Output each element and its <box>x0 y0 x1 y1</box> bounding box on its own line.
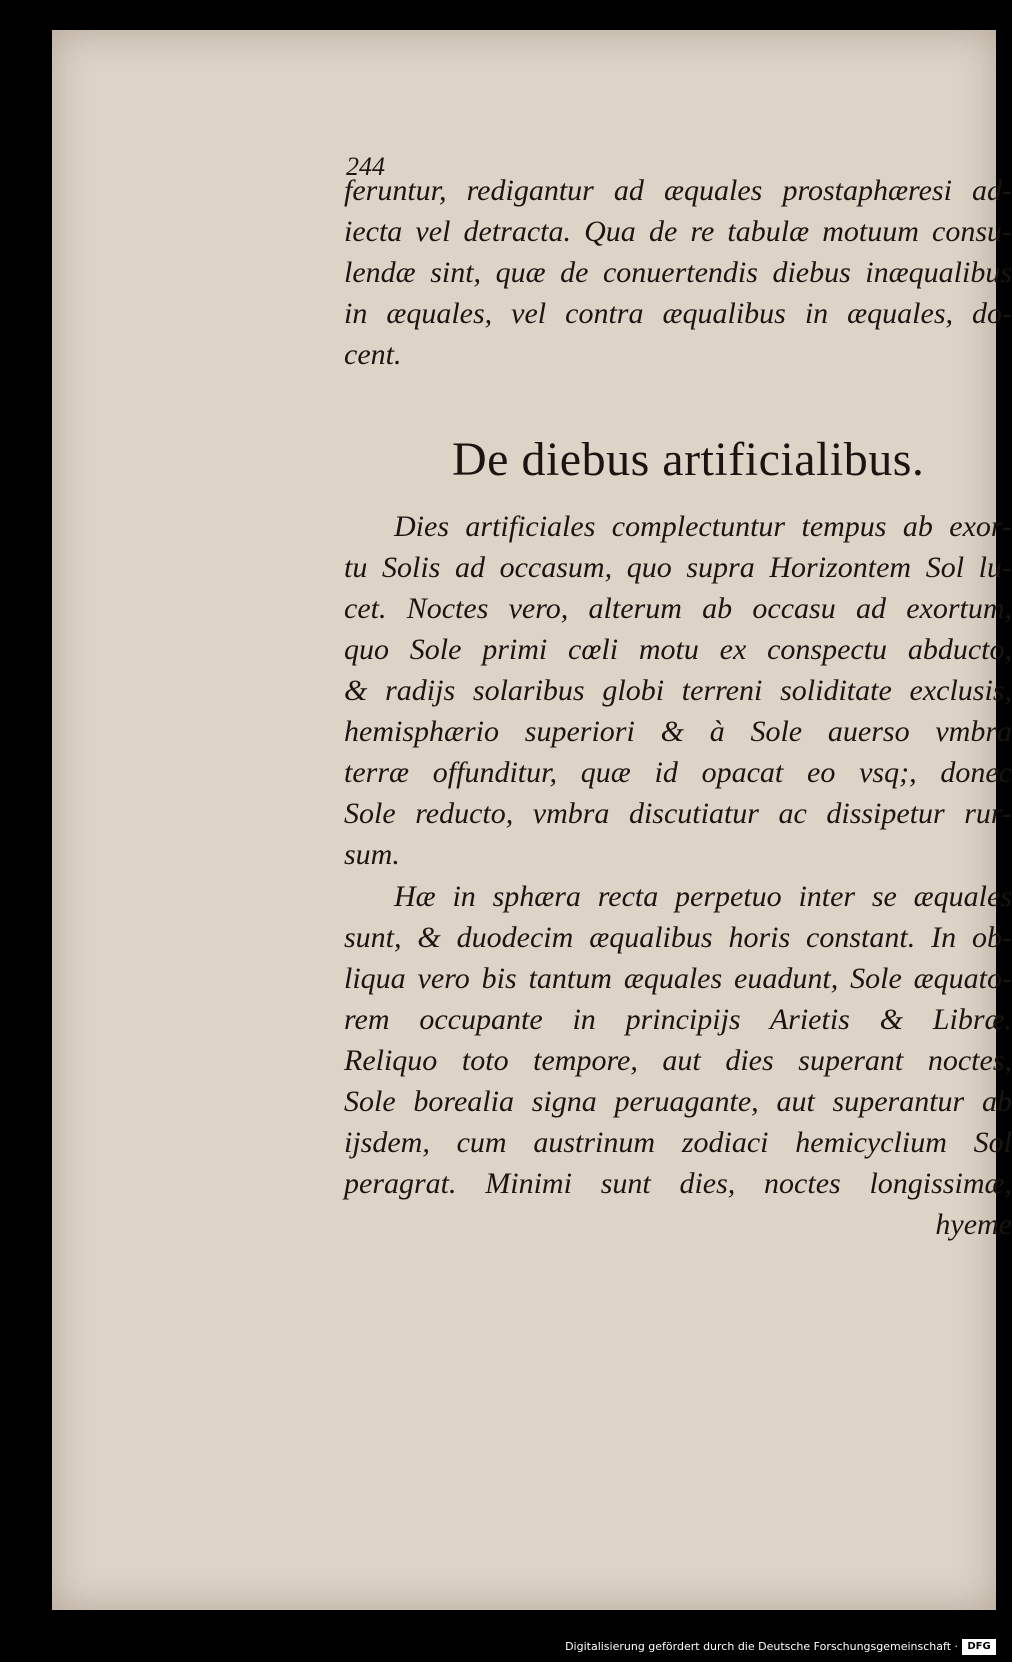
text-line: quo Sole primi cœli motu ex conspectu abducto, <box>344 633 1012 666</box>
paragraph-3 <box>344 876 1012 1245</box>
text-line: Hæ in sphæra recta perpetuo inter se æquales <box>394 880 1012 913</box>
text-line: rem occupante in principijs Arietis & Libræ. <box>344 1003 1012 1036</box>
text-line: liqua vero bis tantum æquales euadunt, Sole æquato- <box>344 962 1012 995</box>
text-line: Dies artificiales complectuntur tempus ab exor- <box>394 510 1012 543</box>
text-line: peragrat. Minimi sunt dies, noctes longissimæ, <box>344 1167 1012 1200</box>
text-line: in æquales, vel contra æqualibus in æquales, do- <box>344 297 1012 330</box>
text-line: cet. Noctes vero, alterum ab occasu ad exortum, <box>344 592 1012 625</box>
section-heading: De diebus artificialibus. <box>452 433 925 486</box>
text-line: Sole borealia signa peruagante, aut superantur ab <box>344 1085 1012 1118</box>
text-line: terræ offunditur, quæ id opacat eo vsq;, donec <box>344 756 1012 789</box>
text-line: feruntur, redigantur ad æquales prostaphæresi ad- <box>344 174 1012 207</box>
paragraph-1 <box>344 170 1012 375</box>
text-line: Reliquo toto tempore, aut dies superant noctes, <box>344 1044 1012 1077</box>
text-line: cent. <box>344 338 402 371</box>
text-line: lendæ sint, quæ de conuertendis diebus inæqualibus <box>344 256 1012 289</box>
text-line: hemisphærio superiori & à Sole auerso vmbra <box>344 715 1012 748</box>
text-line: iecta vel detracta. Qua de re tabulæ motuum consu- <box>344 215 1012 248</box>
text-line: tu Solis ad occasum, quo supra Horizontem Sol lu- <box>344 551 1012 584</box>
text-line: sum. <box>344 838 400 871</box>
text-line: ijsdem, cum austrinum zodiaci hemicyclium Sol <box>344 1126 1012 1159</box>
book-page <box>52 30 1012 1610</box>
paragraph-2 <box>344 506 1012 875</box>
footer-bar <box>0 1636 1000 1662</box>
text-line: sunt, & duodecim æqualibus horis constant. In ob- <box>344 921 1012 954</box>
dfg-logo-icon: DFG <box>962 1639 996 1655</box>
text-line: & radijs solaribus globi terreni soliditate exclusis, <box>344 674 1012 707</box>
text-line: Sole reducto, vmbra discutiatur ac dissipetur rur- <box>344 797 1012 830</box>
catchword: hyeme <box>935 1208 1012 1241</box>
funding-notice: Digitalisierung gefördert durch die Deutsche Forschungsgemeinschaft · <box>565 1640 958 1653</box>
page-number: 244 <box>346 152 385 181</box>
